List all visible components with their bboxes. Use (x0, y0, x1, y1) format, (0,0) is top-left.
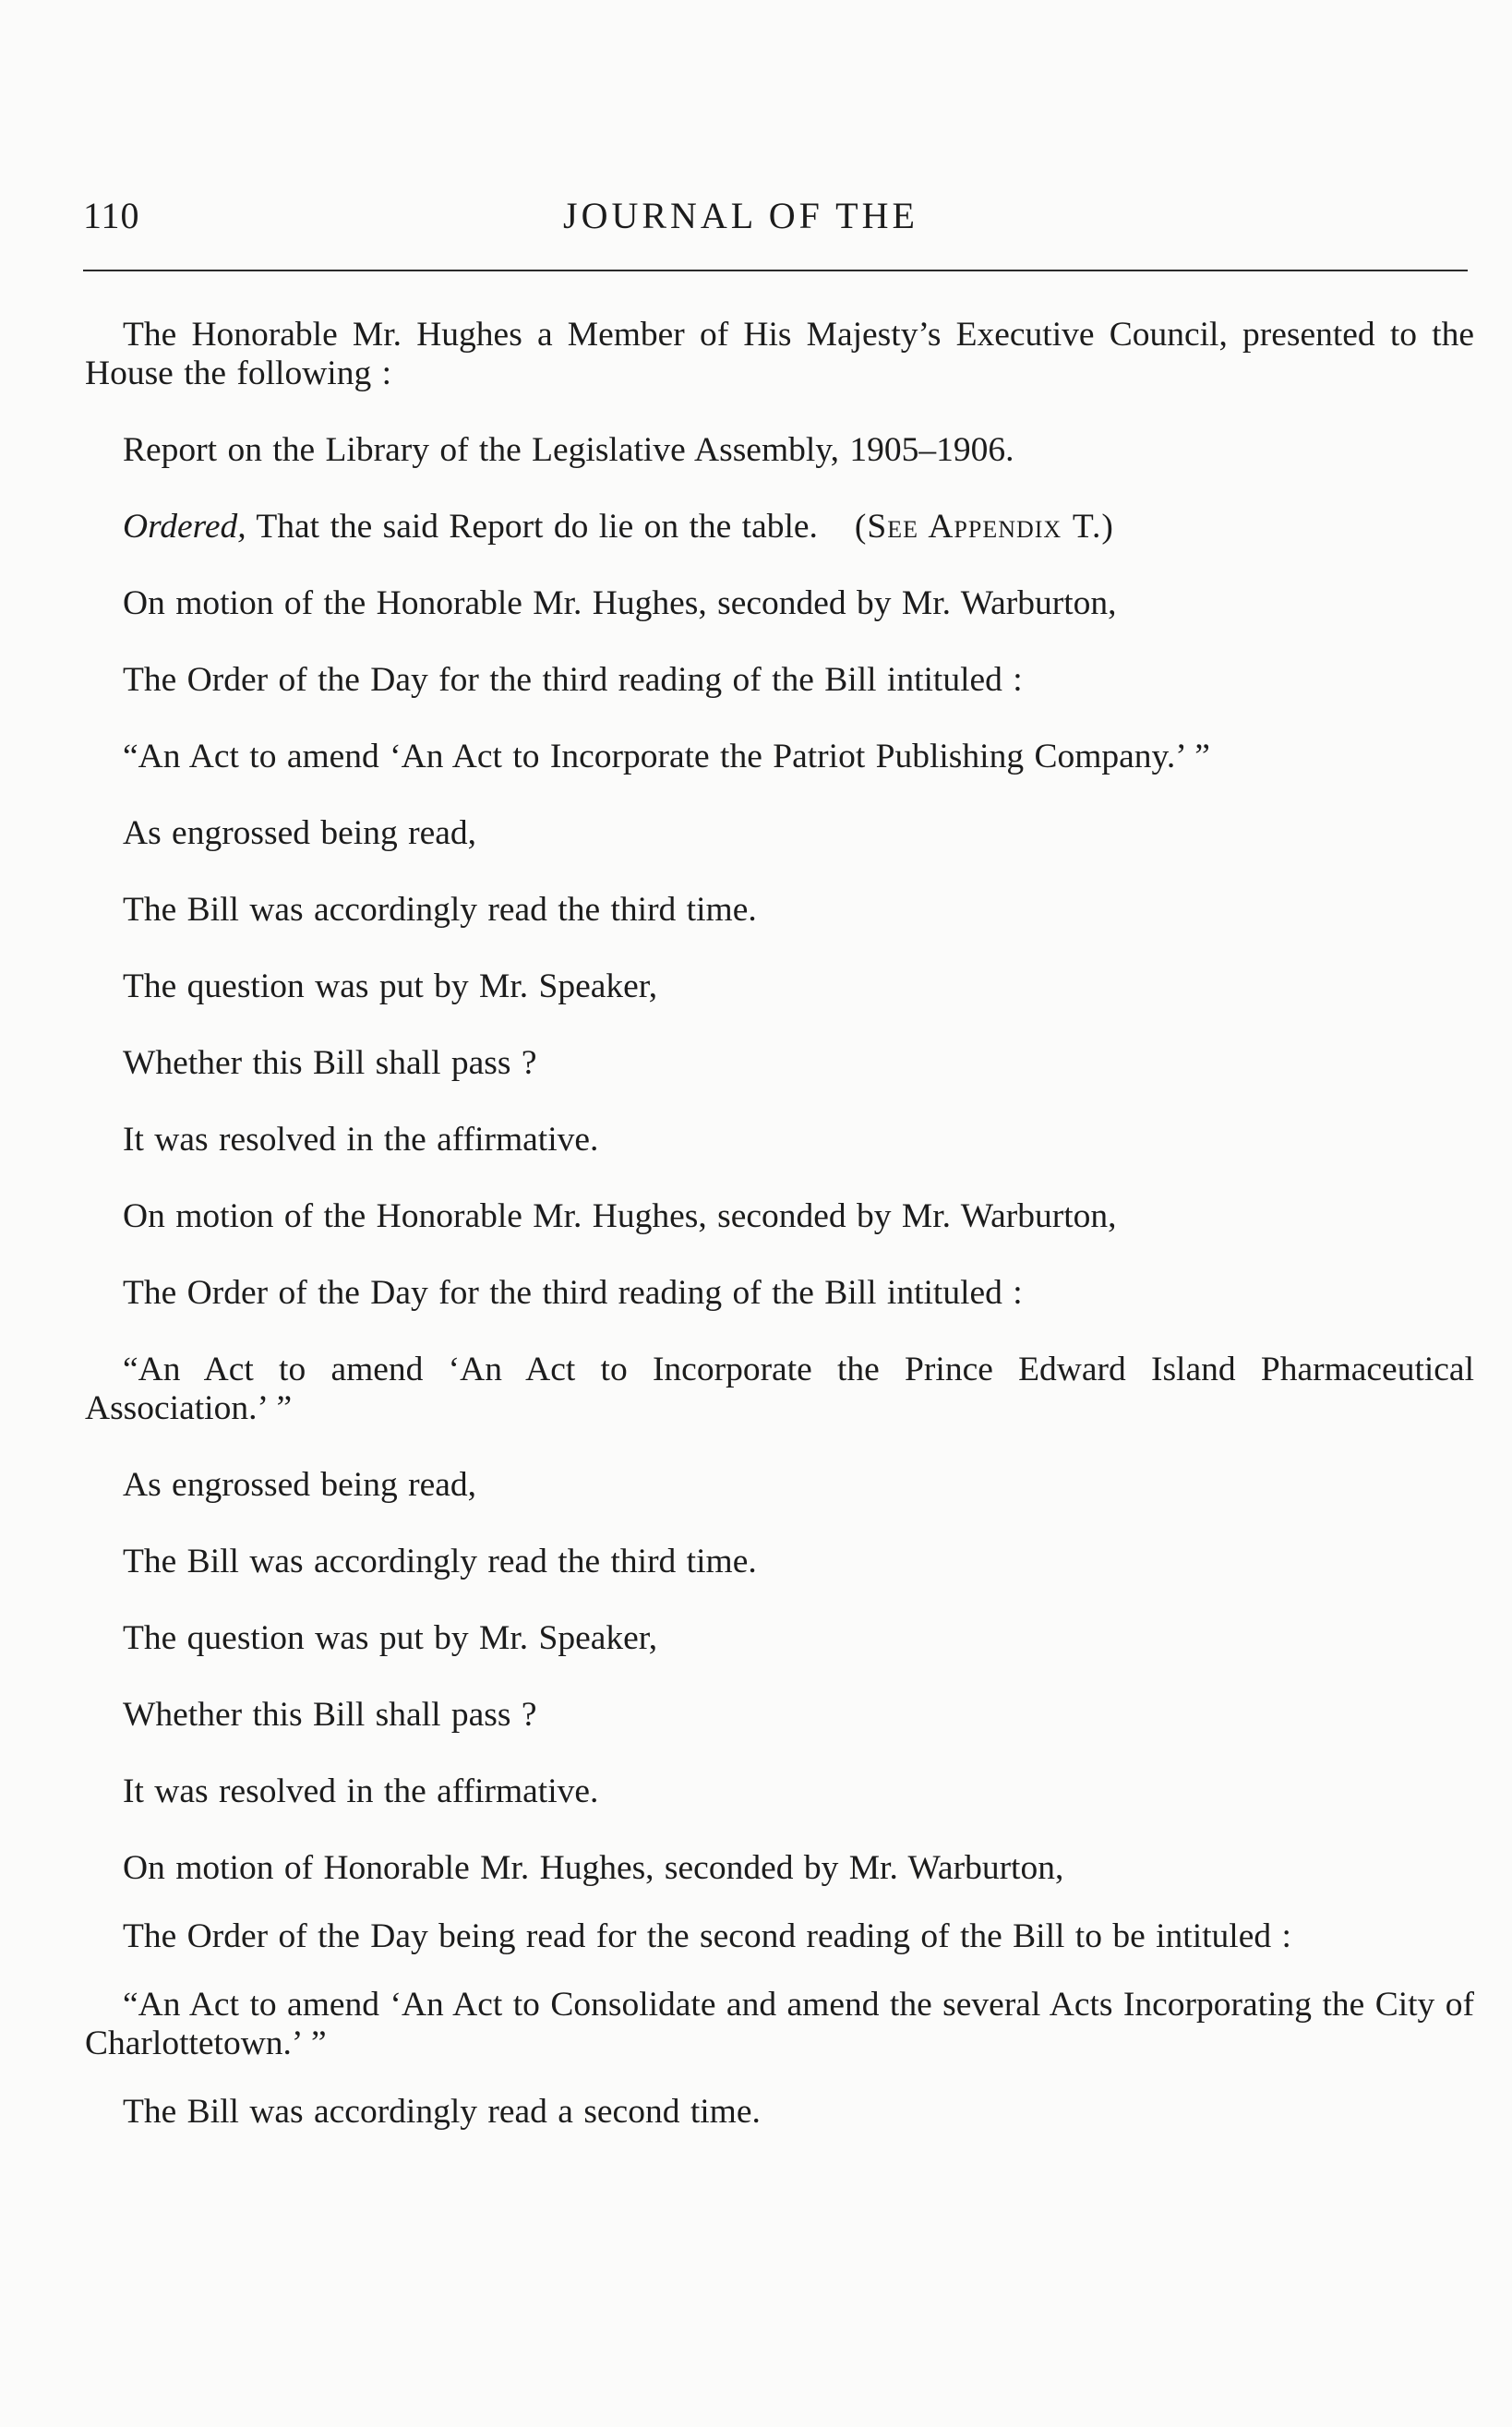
running-title: JOURNAL OF THE (563, 195, 918, 236)
paragraph-resolved-2: It was resolved in the affirmative. (123, 1772, 599, 1810)
paragraph-second-reading: The Bill was accordingly read a second time. (123, 2093, 761, 2131)
appendix-reference: (See Appendix T.) (854, 508, 1114, 546)
ordered-text: That the said Report do lie on the table. (246, 508, 818, 546)
header-rule (83, 270, 1468, 271)
paragraph-whether-2: Whether this Bill shall pass ? (123, 1696, 537, 1734)
paragraph-engrossed-1: As engrossed being read, (123, 814, 476, 852)
paragraph-third-reading-1: The Bill was accordingly read the third time. (123, 891, 757, 929)
paragraph-motion-2: On motion of the Honorable Mr. Hughes, seconded by Mr. Warburton, (123, 1197, 1117, 1235)
journal-body (85, 316, 1474, 2132)
paragraph-resolved-1: It was resolved in the affirmative. (123, 1121, 599, 1159)
paragraph-bill-title-1: “An Act to amend ‘An Act to Incorporate the Patriot Publishing Company.’ ” (123, 738, 1210, 775)
paragraph-report-title: Report on the Library of the Legislative Assembly, 1905–1906. (123, 431, 1014, 469)
paragraph-bill-title-2: “An Act to amend ‘An Act to Incorporate the Prince Edward Island Pharmaceutical Association.’ ” (85, 1351, 1474, 1427)
paragraph-engrossed-2: As engrossed being read, (123, 1466, 476, 1504)
page-header (83, 194, 1468, 249)
paragraph-bill-title-3: “An Act to amend ‘An Act to Consolidate and amend the several Acts Incorporating the City of Charlottetown.’ ” (85, 1986, 1474, 2062)
paragraph-question-2: The question was put by Mr. Speaker, (123, 1619, 658, 1657)
paragraph-question-1: The question was put by Mr. Speaker, (123, 967, 658, 1005)
paragraph-motion-1: On motion of the Honorable Mr. Hughes, seconded by Mr. Warburton, (123, 584, 1117, 622)
ordered-label: Ordered, (123, 508, 246, 546)
page-number: 110 (83, 195, 140, 236)
paragraph-order-2: The Order of the Day for the third reading of the Bill intituled : (123, 1274, 1023, 1312)
paragraph-motion-3: On motion of Honorable Mr. Hughes, seconded by Mr. Warburton, (123, 1849, 1064, 1887)
paragraph-tabling: The Honorable Mr. Hughes a Member of His Majesty’s Executive Council, presented to the House the following : (85, 316, 1474, 392)
paragraph-whether-1: Whether this Bill shall pass ? (123, 1044, 537, 1082)
paragraph-order-1: The Order of the Day for the third reading of the Bill intituled : (123, 661, 1023, 699)
paragraph-order-3: The Order of the Day being read for the second reading of the Bill to be intituled : (123, 1917, 1291, 1955)
paragraph-ordered (85, 508, 1474, 547)
paragraph-third-reading-2: The Bill was accordingly read the third time. (123, 1543, 757, 1580)
